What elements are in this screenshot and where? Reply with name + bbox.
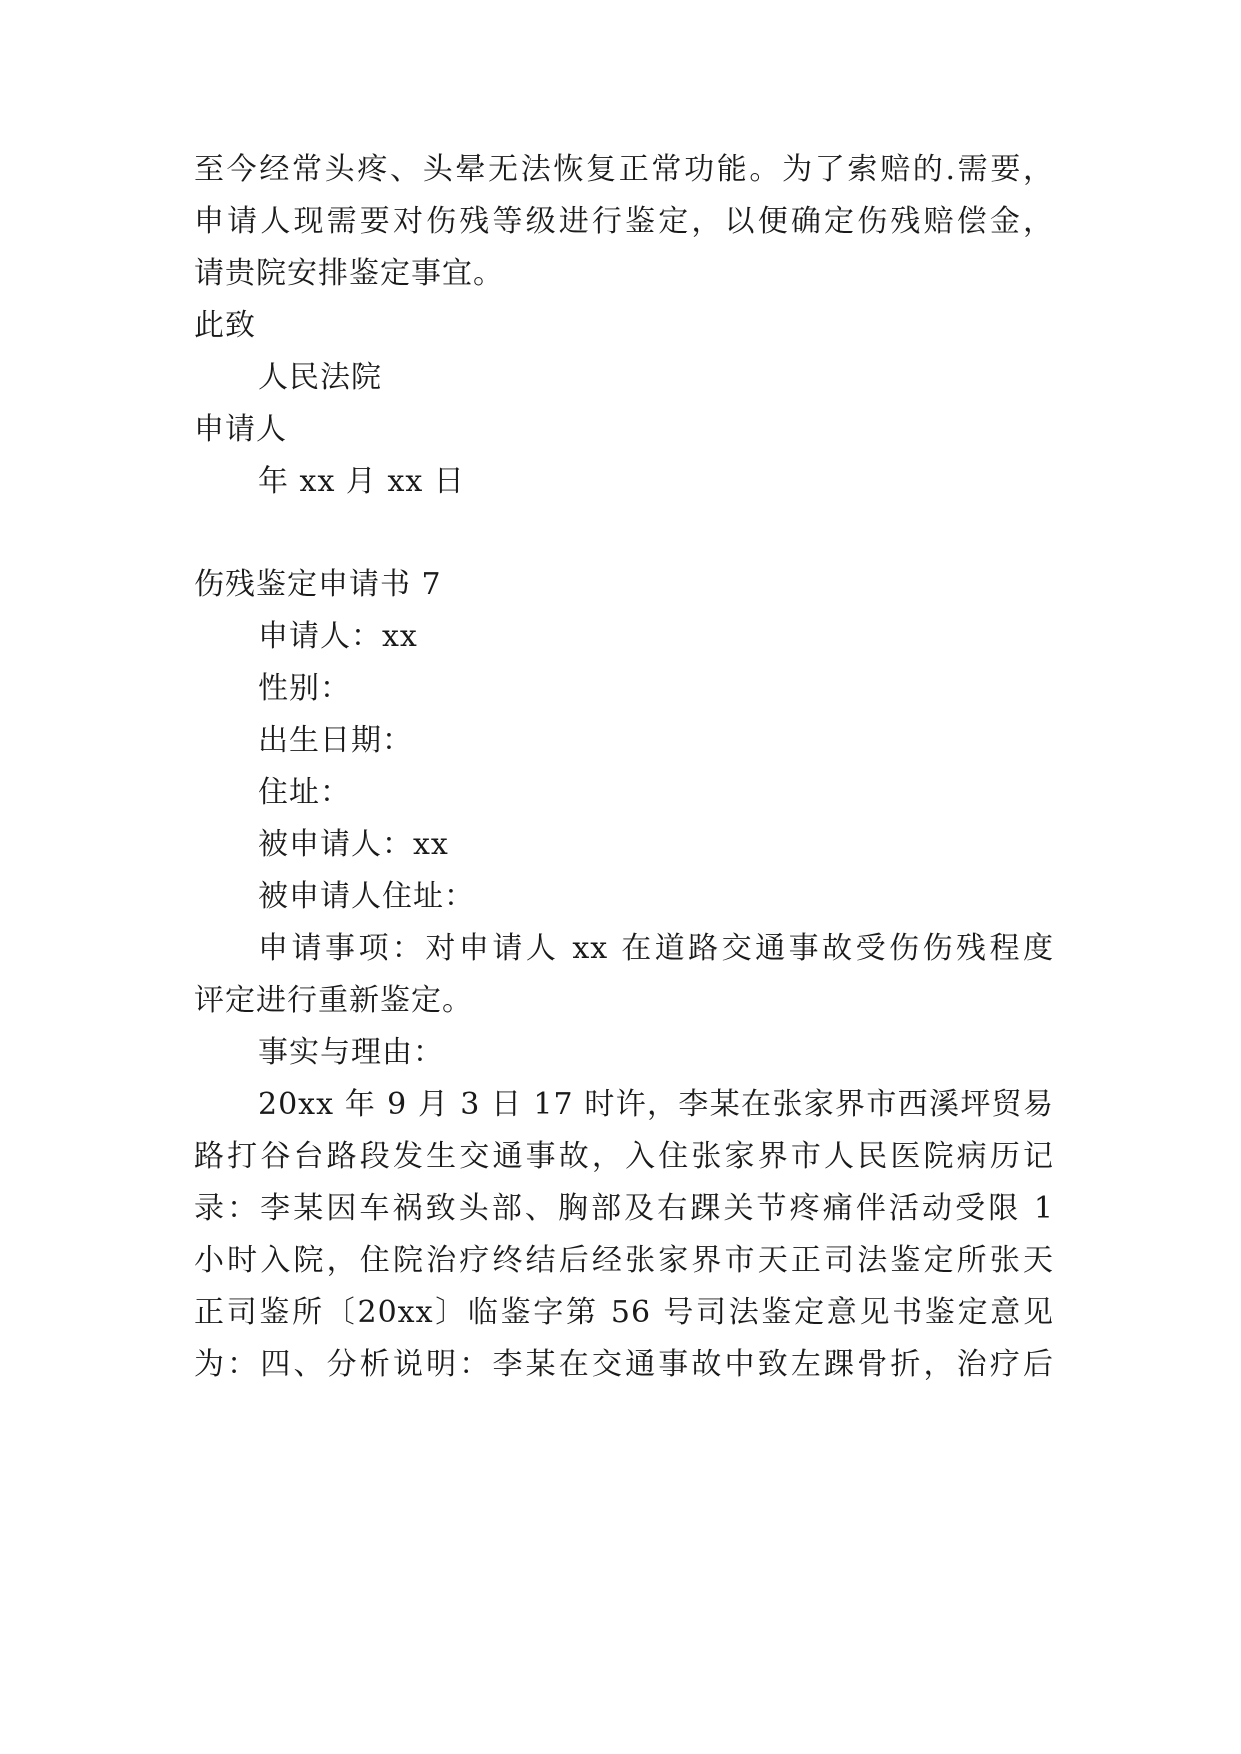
facts-line: 为：四、分析说明：李某在交通事故中致左踝骨折，治疗后 — [194, 1347, 1054, 1382]
request-line: 评定进行重新鉴定。 — [194, 983, 473, 1018]
paragraph-line: 申请人现需要对伤残等级进行鉴定，以便确定伤残赔偿金， — [194, 204, 1054, 239]
request-line: 申请事项：对申请人 xx 在道路交通事故受伤伤残程度 — [258, 931, 1054, 966]
facts-line: 小时入院，住院治疗终结后经张家界市天正司法鉴定所张天 — [194, 1243, 1054, 1278]
section-title: 伤残鉴定申请书 7 — [194, 567, 442, 602]
date-text: 年 xx 月 xx 日 — [258, 464, 465, 499]
respondent-field: 被申请人：xx — [258, 827, 449, 862]
applicant-field: 申请人：xx — [258, 619, 418, 654]
closing-text: 此致 — [194, 308, 256, 343]
recipient-text: 人民法院 — [258, 360, 382, 395]
birthdate-field: 出生日期： — [258, 723, 413, 758]
facts-line: 路打谷台路段发生交通事故，入住张家界市人民医院病历记 — [194, 1139, 1054, 1174]
paragraph-line: 请贵院安排鉴定事宜。 — [194, 256, 504, 291]
facts-line: 正司鉴所〔20xx〕临鉴字第 56 号司法鉴定意见书鉴定意见 — [194, 1295, 1054, 1330]
signer-text: 申请人 — [194, 412, 287, 447]
gender-field: 性别： — [258, 671, 351, 706]
address-field: 住址： — [258, 775, 351, 810]
paragraph-line: 至今经常头疼、头晕无法恢复正常功能。为了索赔的.需要， — [194, 152, 1054, 187]
facts-line: 录：李某因车祸致头部、胸部及右踝关节疼痛伴活动受限 1 — [194, 1191, 1054, 1226]
facts-line: 20xx 年 9 月 3 日 17 时许，李某在张家界市西溪坪贸易 — [258, 1087, 1054, 1122]
facts-heading: 事实与理由： — [258, 1035, 444, 1070]
respondent-address-field: 被申请人住址： — [258, 879, 475, 914]
